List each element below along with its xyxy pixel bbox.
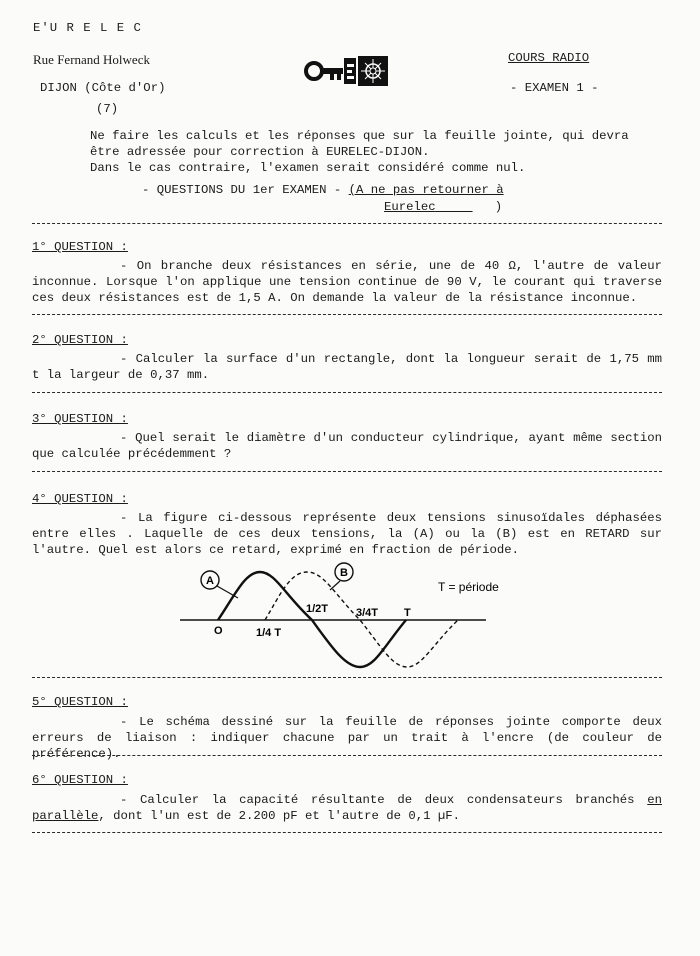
question-6-label: 6° QUESTION : [32, 773, 128, 787]
wave-b-label: B [340, 567, 348, 579]
questions-title [142, 182, 504, 198]
wave-a-label: A [206, 575, 214, 587]
org-name: E'U R E L E C [33, 21, 142, 35]
question-3-label: 3° QUESTION : [32, 412, 128, 426]
eurelec-logo [304, 54, 390, 93]
exam-title: - EXAMEN 1 - [510, 81, 599, 95]
question-6-text: - Calculer la capacité résultante de deux condensateurs branchés en parallèle, dont l'un est de 2.200 pF et l'autre de 0,1 µF. [32, 793, 662, 823]
t-zero-label: O [214, 625, 223, 637]
course-title: COURS RADIO [508, 51, 590, 65]
question-2-label: 2° QUESTION : [32, 333, 128, 347]
t-quarter-label: 1/4 T [256, 627, 282, 639]
separator [32, 755, 662, 756]
instruction-line-1: Ne faire les calculs et les réponses que sur la feuille jointe, qui devra [90, 129, 629, 143]
address-number: (7) [96, 102, 119, 116]
separator [32, 223, 662, 224]
t-three-quarter-label: 3/4T [356, 607, 379, 619]
street-address: Rue Fernand Holweck [33, 52, 150, 67]
instruction-line-3: Dans le cas contraire, l'examen serait considéré comme nul. [90, 161, 526, 175]
t-half-label: 1/2T [306, 603, 329, 615]
key-logo-icon [304, 54, 390, 88]
t-full-label: T [404, 607, 411, 619]
question-4-text: - La figure ci-dessous représente deux tensions sinusoïdales déphasées entre elles . Laquelle de ces deux tensions, la (A) ou la (B) est en RETARD sur l'autre. Quel est alors ce retard, exprimé en fraction de période. [32, 511, 662, 557]
question-1-label: 1° QUESTION : [32, 240, 128, 254]
return-note: (A ne pas retourner à [348, 183, 504, 197]
questions-title-text: - QUESTIONS DU 1er EXAMEN - [142, 183, 342, 197]
question-1-text: - On branche deux résistances en série, une de 40 Ω, l'autre de valeur inconnue. Lorsque l'on applique une tension continue de 90 V, le courant qui traverse ces deux résistances est de 1,5 A. On demande la valeur de la résistance inconnue. [32, 259, 662, 305]
separator [32, 471, 662, 472]
separator [32, 677, 662, 678]
city-address: DIJON (Côte d'Or) [40, 81, 166, 95]
period-legend: T = période [438, 580, 499, 594]
return-note-line-2 [384, 199, 502, 215]
instruction-line-2: être adressée pour correction à EURELEC-DIJON. [90, 145, 430, 159]
parallel-emphasis: en parallèle [32, 793, 662, 823]
question-5-label: 5° QUESTION : [32, 695, 128, 709]
phase-diagram [180, 560, 660, 677]
separator [32, 832, 662, 833]
separator [32, 314, 662, 315]
return-note-close: ) [494, 200, 503, 214]
return-note-eurelec: Eurelec [384, 200, 436, 214]
question-4-label: 4° QUESTION : [32, 492, 128, 506]
question-2-text: - Calculer la surface d'un rectangle, dont la longueur serait de 1,75 mm t la largeur de 0,37 mm. [32, 352, 662, 382]
question-5-text: - Le schéma dessiné sur la feuille de réponses jointe comporte deux erreurs de liaison : indiquer chacune par un trait à l'encre (de couleur de préférence). [32, 715, 662, 761]
question-3-text: - Quel serait le diamètre d'un conducteur cylindrique, ayant même section que calculée précédemment ? [32, 431, 662, 461]
separator [32, 392, 662, 393]
